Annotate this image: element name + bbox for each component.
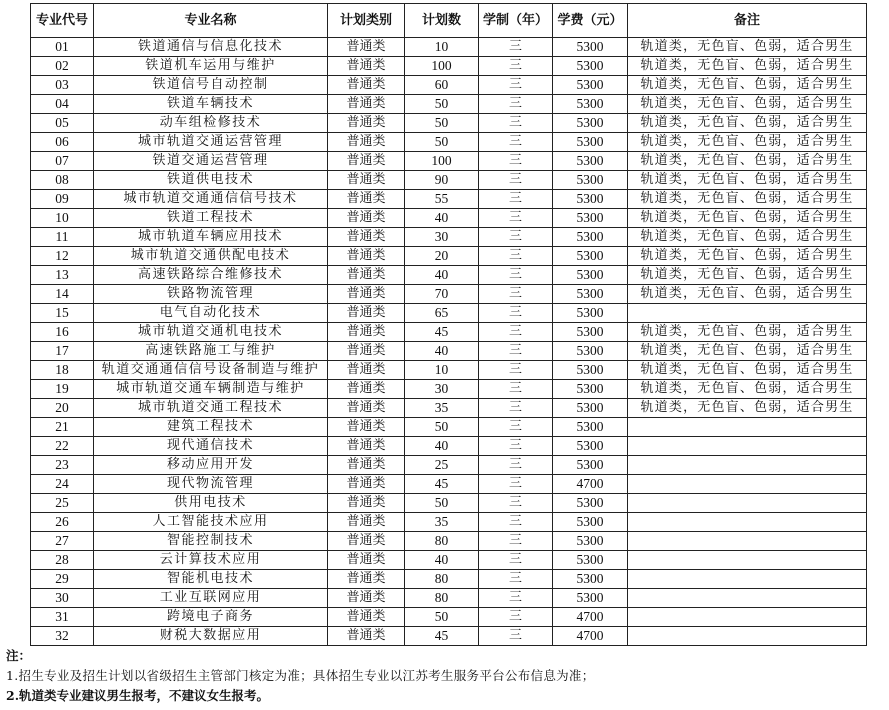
table-row [31,152,867,171]
cell-name: 建筑工程技术 [94,418,328,437]
cell-years: 三 [479,456,553,475]
cell-code: 21 [31,418,94,437]
table-row [31,437,867,456]
cell-code: 02 [31,57,94,76]
cell-quota: 100 [405,57,479,76]
cell-name: 高速铁路施工与维护 [94,342,328,361]
cell-category: 普通类 [328,228,405,247]
cell-note [628,551,867,570]
cell-note: 轨道类，无色盲、色弱，适合男生 [628,209,867,228]
table-row [31,133,867,152]
cell-name: 铁道信号自动控制 [94,76,328,95]
cell-fee: 5300 [553,380,628,399]
cell-quota: 55 [405,190,479,209]
cell-code: 30 [31,589,94,608]
cell-fee: 5300 [553,342,628,361]
cell-fee: 5300 [553,190,628,209]
cell-category: 普通类 [328,57,405,76]
cell-category: 普通类 [328,513,405,532]
cell-category: 普通类 [328,133,405,152]
cell-years: 三 [479,570,553,589]
cell-category: 普通类 [328,361,405,380]
cell-code: 18 [31,361,94,380]
cell-category: 普通类 [328,38,405,57]
cell-years: 三 [479,76,553,95]
cell-years: 三 [479,133,553,152]
cell-note [628,418,867,437]
table-row [31,342,867,361]
cell-note: 轨道类，无色盲、色弱，适合男生 [628,247,867,266]
cell-name: 智能控制技术 [94,532,328,551]
cell-quota: 45 [405,627,479,646]
cell-note: 轨道类，无色盲、色弱，适合男生 [628,380,867,399]
cell-category: 普通类 [328,456,405,475]
header-note: 备注 [628,4,867,38]
table-row [31,532,867,551]
cell-name: 现代通信技术 [94,437,328,456]
cell-quota: 25 [405,456,479,475]
cell-note: 轨道类，无色盲、色弱，适合男生 [628,228,867,247]
cell-name: 铁道通信与信息化技术 [94,38,328,57]
cell-fee: 5300 [553,95,628,114]
cell-name: 供用电技术 [94,494,328,513]
cell-note [628,304,867,323]
cell-fee: 5300 [553,152,628,171]
table-row [31,76,867,95]
cell-code: 26 [31,513,94,532]
cell-years: 三 [479,589,553,608]
cell-note [628,475,867,494]
cell-years: 三 [479,209,553,228]
cell-category: 普通类 [328,380,405,399]
cell-fee: 5300 [553,399,628,418]
cell-note: 轨道类，无色盲、色弱，适合男生 [628,76,867,95]
cell-name: 轨道交通通信信号设备制造与维护 [94,361,328,380]
cell-fee: 5300 [553,247,628,266]
cell-quota: 90 [405,171,479,190]
cell-code: 17 [31,342,94,361]
cell-category: 普通类 [328,247,405,266]
cell-category: 普通类 [328,266,405,285]
cell-category: 普通类 [328,190,405,209]
cell-code: 25 [31,494,94,513]
cell-code: 09 [31,190,94,209]
cell-category: 普通类 [328,171,405,190]
cell-category: 普通类 [328,589,405,608]
cell-name: 跨境电子商务 [94,608,328,627]
cell-fee: 5300 [553,456,628,475]
header-category: 计划类别 [328,4,405,38]
cell-category: 普通类 [328,399,405,418]
table-row [31,608,867,627]
table-row [31,38,867,57]
cell-note: 轨道类，无色盲、色弱，适合男生 [628,190,867,209]
cell-name: 电气自动化技术 [94,304,328,323]
cell-note: 轨道类，无色盲、色弱，适合男生 [628,399,867,418]
cell-code: 03 [31,76,94,95]
cell-code: 28 [31,551,94,570]
cell-fee: 5300 [553,570,628,589]
cell-note: 轨道类，无色盲、色弱，适合男生 [628,152,867,171]
cell-category: 普通类 [328,304,405,323]
cell-category: 普通类 [328,323,405,342]
cell-code: 07 [31,152,94,171]
cell-quota: 60 [405,76,479,95]
cell-name: 铁道工程技术 [94,209,328,228]
cell-name: 云计算技术应用 [94,551,328,570]
cell-note [628,494,867,513]
cell-note [628,589,867,608]
table-row [31,456,867,475]
cell-note: 轨道类，无色盲、色弱，适合男生 [628,342,867,361]
cell-quota: 35 [405,513,479,532]
cell-fee: 5300 [553,494,628,513]
cell-note: 轨道类，无色盲、色弱，适合男生 [628,266,867,285]
table-row [31,589,867,608]
cell-name: 铁道机车运用与维护 [94,57,328,76]
header-quota: 计划数 [405,4,479,38]
cell-name: 城市轨道交通运营管理 [94,133,328,152]
cell-quota: 20 [405,247,479,266]
cell-quota: 40 [405,342,479,361]
cell-name: 高速铁路综合维修技术 [94,266,328,285]
table-body [31,38,867,646]
cell-quota: 50 [405,95,479,114]
header-code: 专业代号 [31,4,94,38]
cell-years: 三 [479,551,553,570]
cell-note: 轨道类，无色盲、色弱，适合男生 [628,38,867,57]
table-row [31,513,867,532]
cell-name: 智能机电技术 [94,570,328,589]
cell-quota: 35 [405,399,479,418]
cell-code: 22 [31,437,94,456]
table-row [31,228,867,247]
cell-note: 轨道类，无色盲、色弱，适合男生 [628,285,867,304]
cell-note [628,627,867,646]
cell-years: 三 [479,266,553,285]
cell-fee: 5300 [553,228,628,247]
table-row [31,475,867,494]
table-header-row [31,4,867,38]
cell-fee: 5300 [553,323,628,342]
cell-code: 14 [31,285,94,304]
table-row [31,627,867,646]
cell-fee: 5300 [553,171,628,190]
cell-years: 三 [479,171,553,190]
cell-years: 三 [479,627,553,646]
cell-category: 普通类 [328,437,405,456]
admission-plan-table [30,3,867,646]
cell-quota: 80 [405,532,479,551]
cell-code: 24 [31,475,94,494]
cell-note: 轨道类，无色盲、色弱，适合男生 [628,171,867,190]
table-row [31,247,867,266]
cell-fee: 5300 [553,76,628,95]
note-line-2: 2.轨道类专业建议男生报考，不建议女生报考。 [6,688,270,703]
cell-quota: 40 [405,266,479,285]
cell-years: 三 [479,228,553,247]
cell-name: 工业互联网应用 [94,589,328,608]
table-row [31,95,867,114]
cell-note: 轨道类，无色盲、色弱，适合男生 [628,95,867,114]
note-line-1: 1.招生专业及招生计划以省级招生主管部门核定为准；具体招生专业以江苏考生服务平台公布信息为准； [6,668,595,683]
cell-code: 29 [31,570,94,589]
table-row [31,551,867,570]
notes-heading: 注： [6,648,32,663]
cell-code: 13 [31,266,94,285]
cell-years: 三 [479,437,553,456]
cell-code: 05 [31,114,94,133]
cell-name: 城市轨道车辆应用技术 [94,228,328,247]
cell-years: 三 [479,532,553,551]
header-fee: 学费（元） [553,4,628,38]
cell-quota: 30 [405,228,479,247]
cell-fee: 5300 [553,532,628,551]
cell-category: 普通类 [328,570,405,589]
table-row [31,209,867,228]
cell-fee: 5300 [553,133,628,152]
cell-code: 32 [31,627,94,646]
cell-quota: 30 [405,380,479,399]
cell-quota: 50 [405,418,479,437]
cell-years: 三 [479,399,553,418]
cell-quota: 45 [405,475,479,494]
cell-quota: 50 [405,114,479,133]
table-row [31,494,867,513]
cell-note: 轨道类，无色盲、色弱，适合男生 [628,133,867,152]
cell-quota: 65 [405,304,479,323]
cell-name: 城市轨道交通供配电技术 [94,247,328,266]
cell-years: 三 [479,342,553,361]
cell-name: 财税大数据应用 [94,627,328,646]
header-years: 学制（年） [479,4,553,38]
cell-fee: 5300 [553,589,628,608]
cell-category: 普通类 [328,342,405,361]
cell-code: 08 [31,171,94,190]
table-row [31,57,867,76]
cell-quota: 50 [405,133,479,152]
cell-code: 20 [31,399,94,418]
cell-note [628,532,867,551]
table-row [31,304,867,323]
cell-category: 普通类 [328,608,405,627]
table-row [31,361,867,380]
table-row [31,570,867,589]
cell-quota: 80 [405,570,479,589]
cell-note [628,456,867,475]
cell-fee: 5300 [553,304,628,323]
cell-quota: 70 [405,285,479,304]
table-row [31,171,867,190]
table-row [31,114,867,133]
cell-fee: 5300 [553,285,628,304]
cell-code: 04 [31,95,94,114]
cell-years: 三 [479,513,553,532]
header-name: 专业名称 [94,4,328,38]
cell-category: 普通类 [328,494,405,513]
cell-fee: 5300 [553,513,628,532]
cell-name: 铁道供电技术 [94,171,328,190]
cell-category: 普通类 [328,114,405,133]
cell-quota: 50 [405,494,479,513]
cell-note: 轨道类，无色盲、色弱，适合男生 [628,323,867,342]
cell-fee: 5300 [553,437,628,456]
cell-quota: 10 [405,361,479,380]
cell-name: 铁道交通运营管理 [94,152,328,171]
cell-code: 01 [31,38,94,57]
cell-fee: 5300 [553,418,628,437]
cell-quota: 80 [405,589,479,608]
cell-fee: 5300 [553,266,628,285]
cell-quota: 40 [405,209,479,228]
table-row [31,190,867,209]
cell-fee: 5300 [553,57,628,76]
cell-note [628,608,867,627]
cell-years: 三 [479,114,553,133]
cell-fee: 4700 [553,475,628,494]
cell-quota: 100 [405,152,479,171]
cell-quota: 45 [405,323,479,342]
cell-note [628,570,867,589]
cell-years: 三 [479,152,553,171]
cell-note [628,513,867,532]
cell-code: 27 [31,532,94,551]
cell-code: 16 [31,323,94,342]
cell-years: 三 [479,608,553,627]
cell-quota: 40 [405,551,479,570]
cell-fee: 5300 [553,361,628,380]
cell-fee: 4700 [553,608,628,627]
cell-name: 动车组检修技术 [94,114,328,133]
cell-name: 铁道车辆技术 [94,95,328,114]
cell-quota: 50 [405,608,479,627]
cell-note: 轨道类，无色盲、色弱，适合男生 [628,57,867,76]
cell-code: 10 [31,209,94,228]
table-row [31,380,867,399]
cell-name: 城市轨道交通机电技术 [94,323,328,342]
cell-years: 三 [479,247,553,266]
table-row [31,323,867,342]
cell-category: 普通类 [328,532,405,551]
table-row [31,399,867,418]
cell-quota: 10 [405,38,479,57]
cell-code: 06 [31,133,94,152]
cell-years: 三 [479,304,553,323]
cell-years: 三 [479,361,553,380]
cell-name: 现代物流管理 [94,475,328,494]
table-row [31,285,867,304]
cell-code: 19 [31,380,94,399]
cell-years: 三 [479,323,553,342]
cell-code: 15 [31,304,94,323]
cell-note [628,437,867,456]
cell-years: 三 [479,57,553,76]
cell-years: 三 [479,95,553,114]
cell-code: 11 [31,228,94,247]
cell-fee: 5300 [553,209,628,228]
cell-fee: 5300 [553,114,628,133]
cell-category: 普通类 [328,209,405,228]
cell-years: 三 [479,285,553,304]
cell-name: 铁路物流管理 [94,285,328,304]
cell-category: 普通类 [328,551,405,570]
cell-years: 三 [479,418,553,437]
cell-code: 23 [31,456,94,475]
cell-category: 普通类 [328,152,405,171]
cell-years: 三 [479,190,553,209]
cell-quota: 40 [405,437,479,456]
cell-code: 12 [31,247,94,266]
cell-name: 城市轨道交通车辆制造与维护 [94,380,328,399]
cell-fee: 5300 [553,38,628,57]
table-row [31,266,867,285]
cell-note: 轨道类，无色盲、色弱，适合男生 [628,361,867,380]
cell-note: 轨道类，无色盲、色弱，适合男生 [628,114,867,133]
cell-category: 普通类 [328,418,405,437]
cell-name: 城市轨道交通工程技术 [94,399,328,418]
table-row [31,418,867,437]
cell-category: 普通类 [328,627,405,646]
cell-category: 普通类 [328,475,405,494]
notes-section [6,646,876,706]
cell-years: 三 [479,475,553,494]
cell-category: 普通类 [328,285,405,304]
cell-name: 移动应用开发 [94,456,328,475]
cell-code: 31 [31,608,94,627]
cell-fee: 4700 [553,627,628,646]
cell-years: 三 [479,380,553,399]
cell-name: 城市轨道交通通信信号技术 [94,190,328,209]
cell-name: 人工智能技术应用 [94,513,328,532]
cell-category: 普通类 [328,76,405,95]
cell-years: 三 [479,494,553,513]
cell-category: 普通类 [328,95,405,114]
cell-years: 三 [479,38,553,57]
cell-fee: 5300 [553,551,628,570]
